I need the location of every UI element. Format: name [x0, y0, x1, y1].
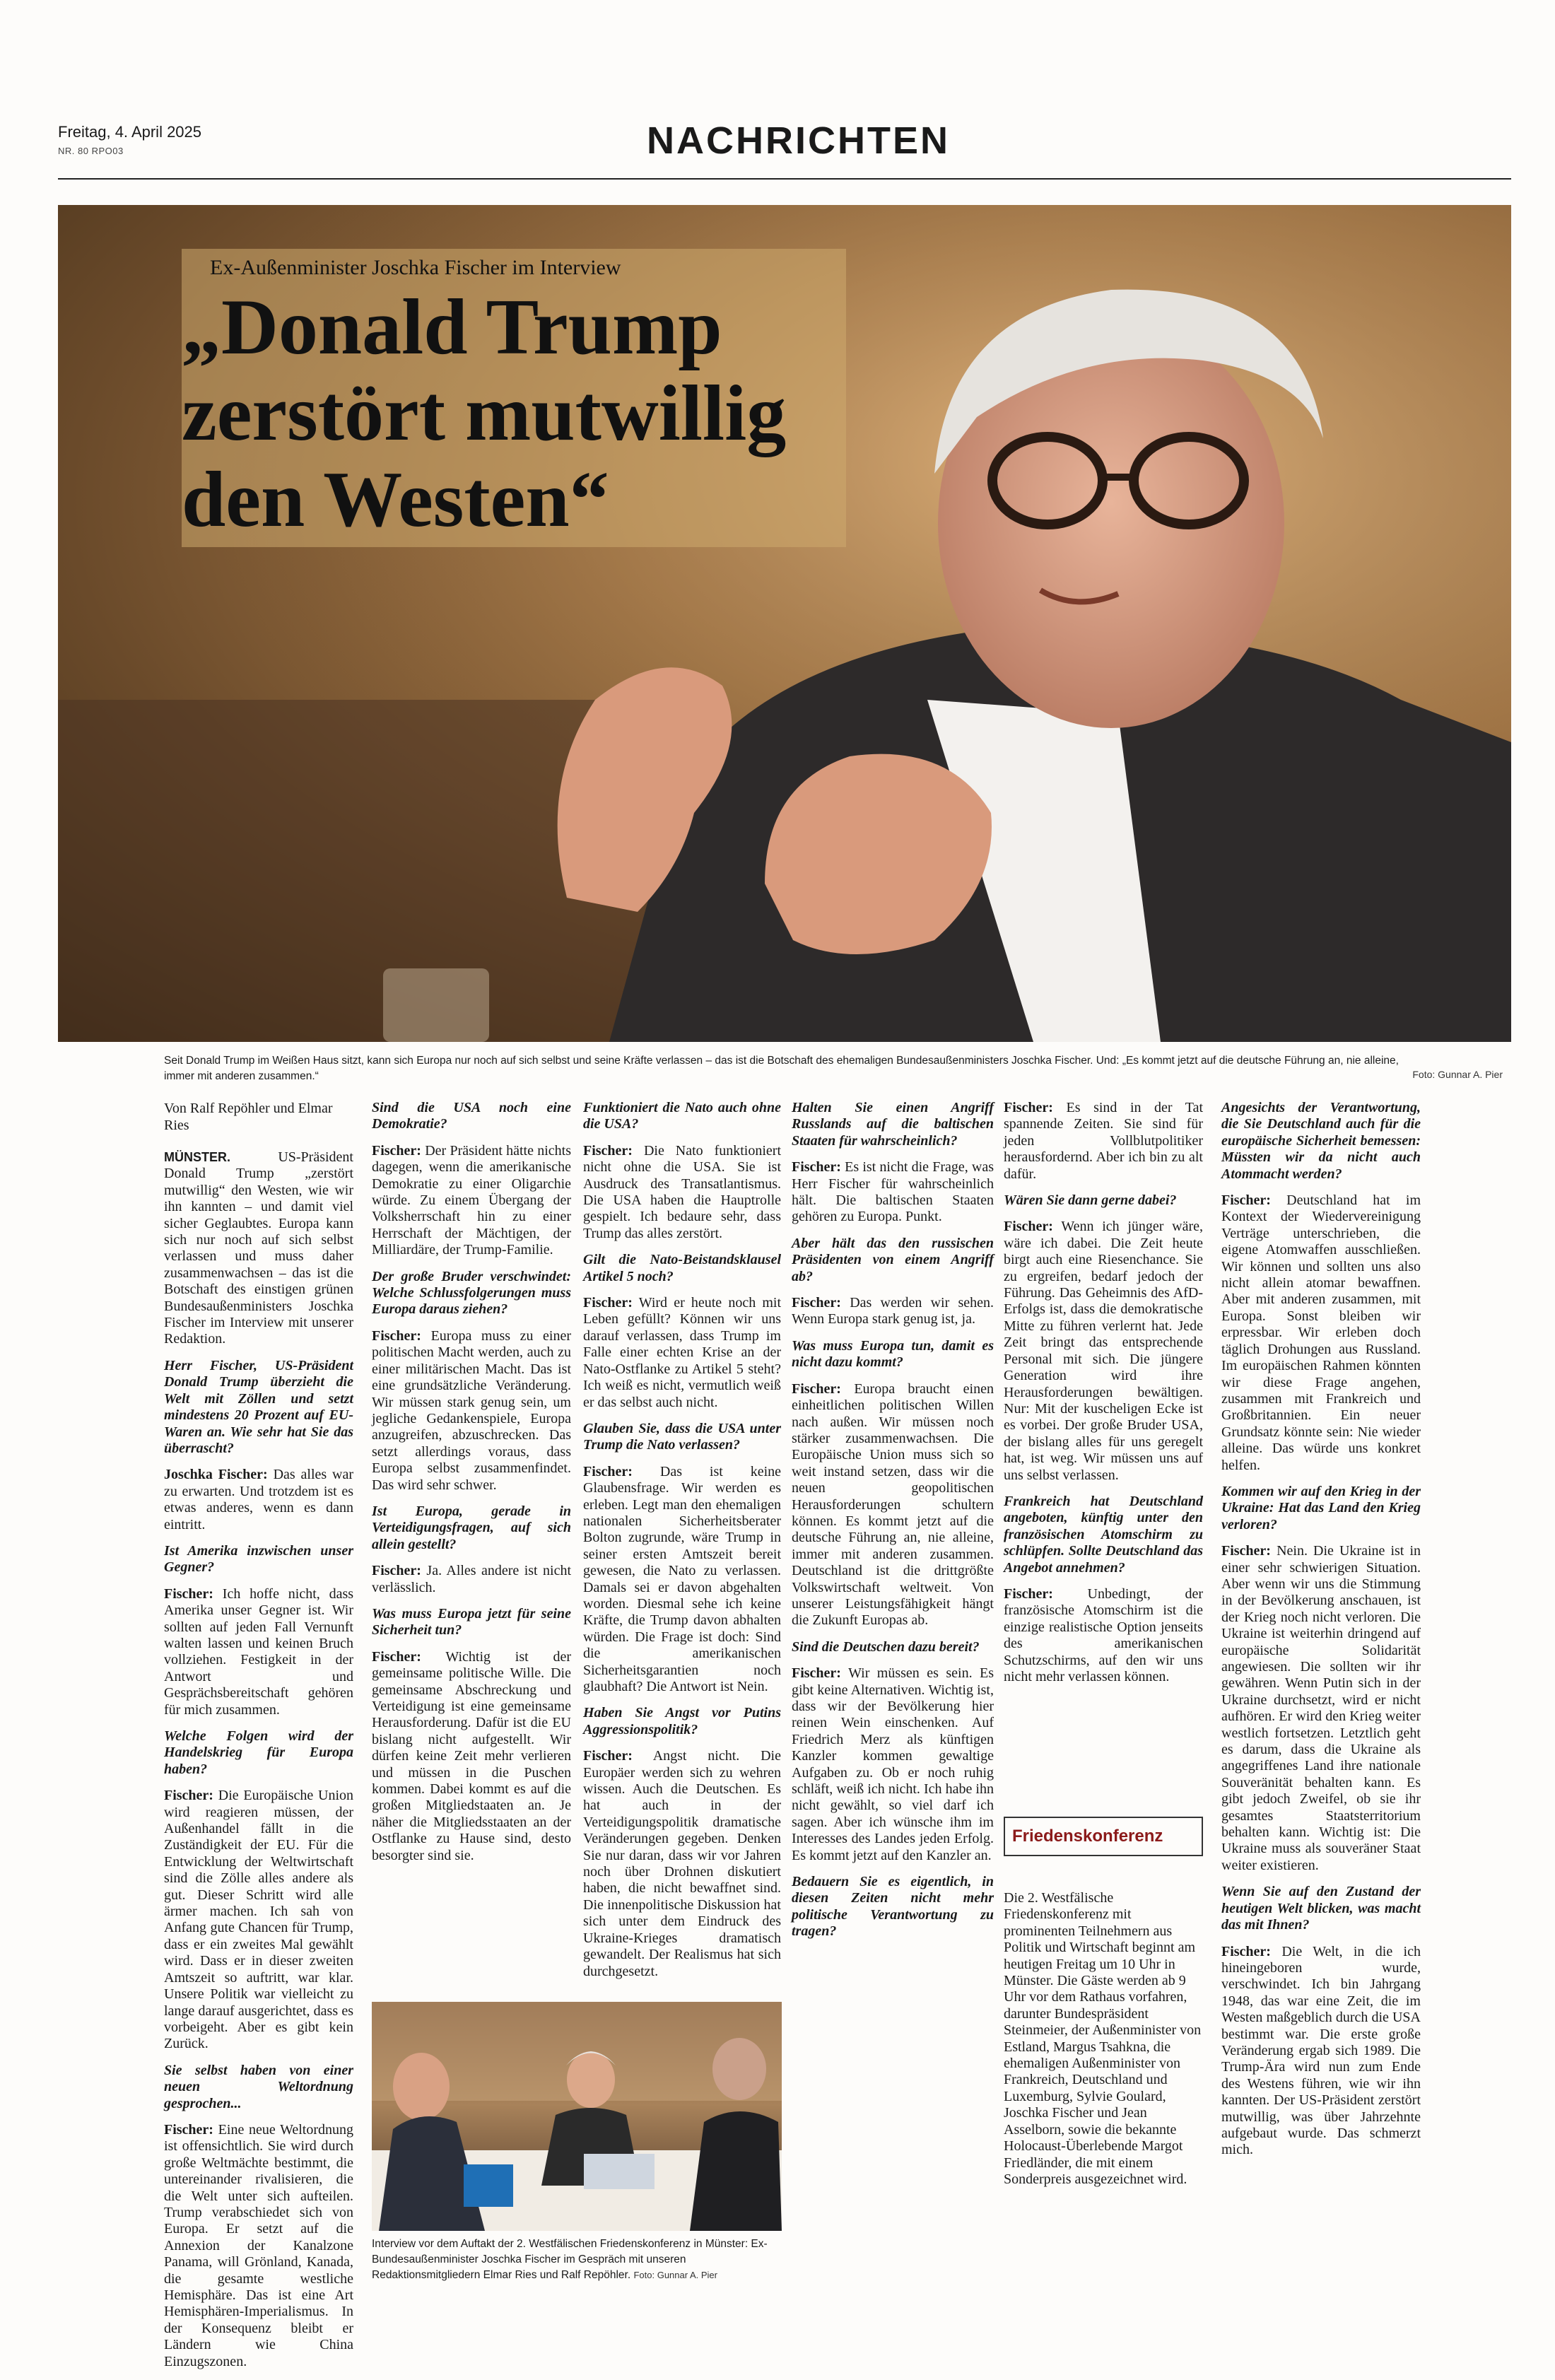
- answer-text: Die Nato funktioniert nicht ohne die USA. Sie ist Ausdruck des Transatlantismus. Die USA haben die Hauptrolle gespielt. Ich bedaure sehr, dass Trump das alles zerstört.: [583, 1142, 782, 1241]
- question: Aber hält das den russischen Präsidenten von einem Angriff ab?: [792, 1235, 994, 1284]
- speaker-label: Fischer:: [583, 1295, 633, 1311]
- answer: [1004, 1586, 1203, 1685]
- answer: [1221, 1192, 1421, 1474]
- hero-photo: [58, 205, 1511, 1042]
- answer-text: Der Präsident hätte nichts dagegen, wenn die amerikanische Demokratie zu einer Oligarchie würde. Zu einem Übergang der Volksherrschaft hin zu einer Herrschaft der Mächtigen, der Milliardäre, der Trump-Familie.: [372, 1142, 572, 1258]
- answer: [792, 1295, 994, 1328]
- answer-text: Europa muss zu einer politischen Macht werden, auch zu einer militärischen Macht. Das ist eine grundsätzliche Veränderung. Wir müssen stark genug sein, um jegliche Gedankenspiele, Europa anzugreifen, abzuschrecken. Das setzt allerdings voraus, dass Europa selbst zusammenfindet. Das wird sehr schwer.: [372, 1327, 571, 1493]
- intro-text: US-Präsident Donald Trump „zerstört mutwillig“ den Westen, wie wir ihn kannten – und damit viel sicher Geglaubtes. Europa kann sich nur noch auf sich selbst verlassen und muss daher zusammenwachsen – das ist die Botschaft des einstigen grünen Bundesaußenministers Joschka Fischer im Interview mit unserer Redaktion.: [164, 1149, 353, 1347]
- answer-text: Unbedingt, der französische Atomschirm ist die einzige realistische Option jenseits des amerikanischen Schutzschirms, auf den wir uns nicht mehr verlassen können.: [1004, 1585, 1203, 1684]
- article-column-5: [1004, 1100, 1203, 1695]
- answer: [792, 1159, 994, 1226]
- answer: [372, 1563, 571, 1596]
- speaker-label: Fischer:: [164, 1585, 213, 1602]
- speaker-label: Fischer:: [792, 1295, 841, 1311]
- answer-text: Wichtig ist der gemeinsame politische Wille. Die gemeinsame Abschreckung und Verteidigung ist eine gemeinsame Herausforderung. Dafür ist die EU bislang nicht aufgestellt. Wir dürfen keine Zeit mehr verlieren und müssen in die Puschen kommen. Dabei kommt es auf die großen Mitgliedstaaten an. Je näher die Mitgliedsstaaten an der Ostflanke zu Hause sind, desto besorgter sind sie.: [372, 1648, 572, 1863]
- question: Funktioniert die Nato auch ohne die USA?: [583, 1100, 781, 1132]
- speaker-label: Fischer:: [583, 1142, 633, 1159]
- question: Ist Europa, gerade in Verteidigungsfragen, auf sich allein gestellt?: [372, 1503, 571, 1552]
- answer: [372, 1328, 571, 1494]
- speaker-label: Fischer:: [1221, 1192, 1271, 1209]
- answer-text: Wird er heute noch mit Leben gefüllt? Können wir uns darauf verlassen, dass Trump im Falle einer echten Krise an der Nato-Ostflanke zu Artikel 5 steht? Ich weiß es nicht, vermutlich weiß er das selbst auch nicht.: [583, 1295, 782, 1410]
- question: Frankreich hat Deutschland angeboten, künftig unter den französischen Atomschirm zu schlüpfen. Sollte Deutschland das Angebot annehmen?: [1004, 1493, 1203, 1576]
- question: Wenn Sie auf den Zustand der heutigen Welt blicken, was macht das mit Ihnen?: [1221, 1884, 1421, 1933]
- article-column-2: [372, 1100, 571, 1874]
- interview-photo-illustration: [372, 2002, 782, 2231]
- interview-photo: [372, 2002, 782, 2231]
- article-intro: [164, 1149, 353, 1348]
- speaker-label: Joschka Fischer:: [164, 1467, 268, 1483]
- answer-text: Eine neue Weltordnung ist offensichtlich. Sie wird durch große Weltmächte bestimmt, die untereinander rivalisieren, die die Welt unter sich aufteilen. Trump verabschiedet sich von Europa. Er setzt auf die Annexion der Kanalzone Panama, will Grönland, Kanada, die gesamte westliche Hemisphäre. Das ist eine Art Hemisphären-Imperialismus. In der Konsequenz bleibt er Ländern wie China Einzugszonen.: [164, 2121, 354, 2369]
- speaker-label: Fischer:: [583, 1463, 633, 1479]
- question: Halten Sie einen Angriff Russlands auf die baltischen Staaten für wahrscheinlich?: [792, 1100, 994, 1149]
- answer-text: Nein. Die Ukraine ist in einer sehr schwierigen Situation. Aber wenn wir uns die Stimmung in der Bevölkerung anschauen, ist der Krieg noch nicht verloren. Die Ukraine ist weiterhin dringend auf europäische Solidarität angewiesen. Die sollten wir ihr gewähren. Wenn Putin sich in der Ukraine durchsetzt, wird er nicht aufhören. Er wird den Krieg weiter westlich fortsetzen. Letztlich geht es darum, dass die Ukraine als angegriffenes Land ihre nationale Souveränität behalten kann. Es gibt jedoch Zweifel, ob sie ihr gesamtes Staatsterritorium behalten kann. Wichtig ist: Die Ukraine muss als souveräner Staat weiter existieren.: [1221, 1543, 1421, 1873]
- answer: [583, 1464, 781, 1696]
- answer-text: Es sind in der Tat spannende Zeiten. Sie sind für jeden Vollblutpolitiker herausfordernd. Aber ich bin zu alt dafür.: [1004, 1100, 1204, 1182]
- answer: [1221, 1944, 1421, 2159]
- question: Sind die USA noch eine Demokratie?: [372, 1100, 571, 1132]
- article-column-3: [583, 1100, 781, 1990]
- question: Welche Folgen wird der Handelskrieg für Europa haben?: [164, 1728, 353, 1777]
- answer-text: Deutschland hat im Kontext der Wiedervereinigung Verträge unterschrieben, die eigene Atomwaffen ausschließen. Wir können und sollten uns also nicht allein atomar bewaffnen. Aber mit anderen zusammen, mit Europa. Sonst bleiben wir erpressbar. Wir erleben doch täglich Drohungen aus Russland. Im europäischen Rahmen könnten wir diese Frage angehen, zusammen mit Frankreich und Großbritannien. Ein neuer Grundsatz könnte sein: Nie wieder alleine. Das würde uns konkret helfen.: [1221, 1192, 1421, 1473]
- answer: [1004, 1100, 1203, 1183]
- answer: [372, 1649, 571, 1864]
- question: Bedauern Sie es eigentlich, in diesen Zeiten nicht mehr politische Verantwortung zu tragen?: [792, 1874, 994, 1940]
- answer: [792, 1665, 994, 1864]
- speaker-label: Fischer:: [164, 2121, 213, 2138]
- answer: [164, 1586, 353, 1718]
- article-kicker: Ex-Außenminister Joschka Fischer im Interview: [210, 256, 621, 279]
- answer-text: Das werden wir sehen. Wenn Europa stark genug ist, ja.: [792, 1295, 994, 1327]
- question: Sind die Deutschen dazu bereit?: [792, 1639, 980, 1655]
- question: Glauben Sie, dass die USA unter Trump die Nato verlassen?: [583, 1420, 781, 1453]
- question: Sie selbst haben von einer neuen Weltordnung gesprochen...: [164, 2062, 353, 2111]
- question: Gilt die Nato-Beistandsklausel Artikel 5 noch?: [583, 1252, 781, 1284]
- inset-caption: [372, 2237, 789, 2283]
- answer-text: Europa braucht einen einheitlichen politischen Willen nach außen. Wir müssen noch stärker zusammenwachsen. Die Europäische Union muss sich so weit instand setzen, dass wir die neuen geopolitischen Herausforderungen schultern können. Es kommt jetzt auf die deutsche Führung an, nie alleine, immer mit anderen zusammen. Deutschland ist die drittgrößte Volkswirtschaft weltweit. Von unserer Leistungsfähigkeit hängt die Zukunft Europas ab.: [792, 1380, 994, 1629]
- answer-text: Die Europäische Union wird reagieren müssen, der Außenhandel fällt in die Zuständigkeit der EU. Für die Entwicklung der Weltwirtschaft sind die Zölle alles andere als gut. Dieser Schritt wird alle ärmer machen. Ich sah von Anfang gute Chancen für Trump, dass er ein zweites Mal gewählt wird. Dass er in dieser zweiten Amtszeit so auftritt, war klar. Unsere Politik war vielleicht zu lange darauf ausgerichtet, dass es vorbeigeht. Aber es gibt kein Zurück.: [164, 1788, 353, 2052]
- answer-text: Angst nicht. Die Europäer werden sich zu wehren wissen. Auch die Deutschen. Es hat auch in der Verteidigungspolitik dramatische Veränderungen gegeben. Denken Sie nur daran, dass wir vor Jahren noch über Drohnen diskutiert haben, die nicht bewaffnet sind. Die innenpolitische Diskussion hat sich unter dem Eindruck des Ukraine-Krieges dramatisch gewandelt. Der Realismus hat sich durchgesetzt.: [583, 1748, 781, 1979]
- answer: [583, 1143, 781, 1242]
- photo-credit: Foto: Gunnar A. Pier: [1412, 1069, 1503, 1080]
- speaker-label: Fischer:: [792, 1159, 841, 1176]
- answer: [164, 1467, 353, 1533]
- speaker-label: Fischer:: [1221, 1543, 1271, 1559]
- article-column-6: [1221, 1100, 1421, 2169]
- question: Was muss Europa jetzt für seine Sicherheit tun?: [372, 1605, 571, 1639]
- answer-text: Wenn ich jünger wäre, wäre ich dabei. Die Zeit heute birgt auch eine Riesenchance. Sie zu ergreifen, bedarf jedoch der Führung. Das Geheimnis des AfD-Erfolgs ist, dass die demokratische Mitte zu führen verlernt hat. Jede Zeit bringt das entsprechende Personal mit sich. Die jüngere Generation wird ihre Herausforderungen bewältigen. Nur: Mit der kuscheligen Ecke ist es vorbei. Der große Bruder USA, der bislang alles für uns geregelt hat, ist weg. Wir müssen uns auf uns selbst verlassen.: [1004, 1219, 1204, 1483]
- answer: [792, 1381, 994, 1629]
- answer: [164, 2122, 353, 2370]
- answer-text: Ja. Alles andere ist nicht verlässlich.: [372, 1563, 572, 1595]
- issue-date: Freitag, 4. April 2025: [58, 123, 202, 141]
- speaker-label: Fischer:: [1004, 1219, 1053, 1235]
- speaker-label: Fischer:: [372, 1142, 421, 1159]
- speaker-label: Fischer:: [1004, 1100, 1053, 1115]
- question: Herr Fischer, US-Präsident Donald Trump überzieht die Welt mit Zöllen und setzt mindestens 20 Prozent auf EU-Waren an. Wie sehr hat Sie das überrascht?: [164, 1357, 353, 1456]
- question: Was muss Europa tun, damit es nicht dazu kommt?: [792, 1337, 994, 1371]
- answer: [583, 1295, 781, 1411]
- speaker-label: Fischer:: [372, 1648, 421, 1665]
- info-box: [1004, 1817, 1203, 2188]
- speaker-label: Fischer:: [372, 1563, 421, 1579]
- article-column-1: [164, 1100, 353, 2380]
- answer: [1221, 1543, 1421, 1874]
- answer-text: Die Welt, in die ich hineingeboren wurde, verschwindet. Ich bin Jahrgang 1948, das war eine Zeit, die im Westen maßgeblich durch die USA bestimmt war. Die erste große Veränderung ergab sich 1989. Die Trump-Ära wird nun zum Ende des Westens führen, wie wir ihn kannten. Der US-Präsident zerstört mutwillig, was über Jahrzehnte aufgebaut wurde. Das schmerzt mich.: [1221, 1943, 1421, 2158]
- speaker-label: Fischer:: [792, 1380, 841, 1397]
- section-title: NACHRICHTEN: [647, 119, 950, 162]
- dateline: MÜNSTER.: [164, 1150, 230, 1164]
- speaker-label: Fischer:: [1004, 1585, 1053, 1602]
- answer: [164, 1788, 353, 2053]
- answer-text: Es ist nicht die Frage, was Herr Fischer für wahrscheinlich hält. Die baltischen Staaten gehören zu Europa. Punkt.: [792, 1159, 994, 1225]
- issue-number: NR. 80 RPO03: [58, 146, 124, 156]
- inset-credit: Foto: Gunnar A. Pier: [633, 2270, 717, 2280]
- speaker-label: Fischer:: [583, 1748, 633, 1764]
- header-rule: [58, 178, 1511, 180]
- photo-caption: Seit Donald Trump im Weißen Haus sitzt, kann sich Europa nur noch auf sich selbst und seine Kräfte verlassen – das ist die Botschaft des ehemaligen Bundesaußenministers Joschka Fischer. Und: „Es kommt jetzt auf die deutsche Führung an, nie alleine, immer mit anderen zusammen.“: [164, 1055, 1399, 1082]
- answer: [372, 1143, 571, 1259]
- speaker-label: Fischer:: [1221, 1943, 1271, 1959]
- answer-text: Das ist keine Glaubensfrage. Wir werden es erleben. Legt man den ehemaligen nationalen Sicherheitsberater Bolton zugrunde, wäre Trump in seiner ersten Amtszeit bereit gewesen, die Nato zu verlassen. Damals sei er davon abgehalten worden. Diesmal sehe ich keine Kräfte, die Trump davon abhalten würden. Die Frage ist doch: Sind die amerikanischen Sicherheitsgarantien noch glaubhaft? Die Antwort ist Nein.: [583, 1463, 782, 1694]
- question: Der große Bruder verschwindet: Welche Schlussfolgerungen muss Europa daraus ziehen?: [372, 1268, 571, 1318]
- answer-text: Das alles war zu erwarten. Und trotzdem ist es etwas anderes, wenn es dann eintritt.: [164, 1467, 353, 1532]
- info-box-title: Friedenskonferenz: [1004, 1817, 1203, 1856]
- speaker-label: Fischer:: [792, 1665, 841, 1682]
- article-column-4: [792, 1100, 994, 1950]
- question: Kommen wir auf den Krieg in der Ukraine: Hat das Land den Krieg verloren?: [1221, 1483, 1421, 1532]
- byline: Von Ralf Repöhler und Elmar Ries: [164, 1101, 333, 1133]
- question: Haben Sie Angst vor Putins Aggressionspolitik?: [583, 1705, 781, 1737]
- answer-text: Ich hoffe nicht, dass Amerika unser Gegner ist. Wir sollten auf jeden Fall Vernunft walten lassen und keinen Bruch vollziehen. Festigkeit in der Antwort und Gesprächsbereitschaft gehören für mich zusammen.: [164, 1585, 354, 1718]
- question: Angesichts der Verantwortung, die Sie Deutschland auch für die europäische Sicherheit bemessen: Müssten wir da nicht auch Atommacht werden?: [1221, 1100, 1421, 1182]
- article-headline: „Donald Trump zerstört mutwillig den Westen“: [182, 283, 787, 544]
- answer-text: Wir müssen es sein. Es gibt keine Alternativen. Wichtig ist, dass wir der Bevölkerung hier reinen Wein einschenken. Auf Friedrich Merz als künftigen Kanzler kommen gewaltige Aufgaben zu. Ob er noch ruhig schläft, weiß ich nicht. Ich habe ihn nicht gewählt, so viel darf ich sagen. Aber ich wünsche ihm im Interesses des Landes jeden Erfolg. Es kommt jetzt auf den Kanzler an.: [792, 1665, 994, 1863]
- inset-caption-text: Interview vor dem Auftakt der 2. Westfälischen Friedenskonferenz in Münster: Ex-Bundesaußenminister Joschka Fischer im Gespräch mit unseren Redaktionsmitgliedern Elmar Ries und Ralf Repöhler.: [372, 2238, 768, 2281]
- speaker-label: Fischer:: [372, 1327, 421, 1344]
- question: Ist Amerika inzwischen unser Gegner?: [164, 1542, 353, 1576]
- speaker-label: Fischer:: [164, 1788, 213, 1804]
- answer: [1004, 1219, 1203, 1484]
- answer: [583, 1748, 781, 1980]
- info-box-text: Die 2. Westfälische Friedenskonferenz mit prominenten Teilnehmern aus Politik und Wirtschaft beginnt am heutigen Freitag um 10 Uhr in Münster. Die Gäste werden ab 9 Uhr vor dem Rathaus vorfahren, darunter Bundespräsident Steinmeier, der Außenminister von Estland, Margus Tsahkna, die ehemaligen Außenminister von Frankreich, Deutschland und Luxemburg, Sylvie Goulard, Joschka Fischer und Jean Asselborn, sowie die bekannte Holocaust-Überlebende Margot Friedländer, die mit einem Sonderpreis ausgezeichnet wird.: [1004, 1890, 1202, 2187]
- question: Wären Sie dann gerne dabei?: [1004, 1192, 1177, 1209]
